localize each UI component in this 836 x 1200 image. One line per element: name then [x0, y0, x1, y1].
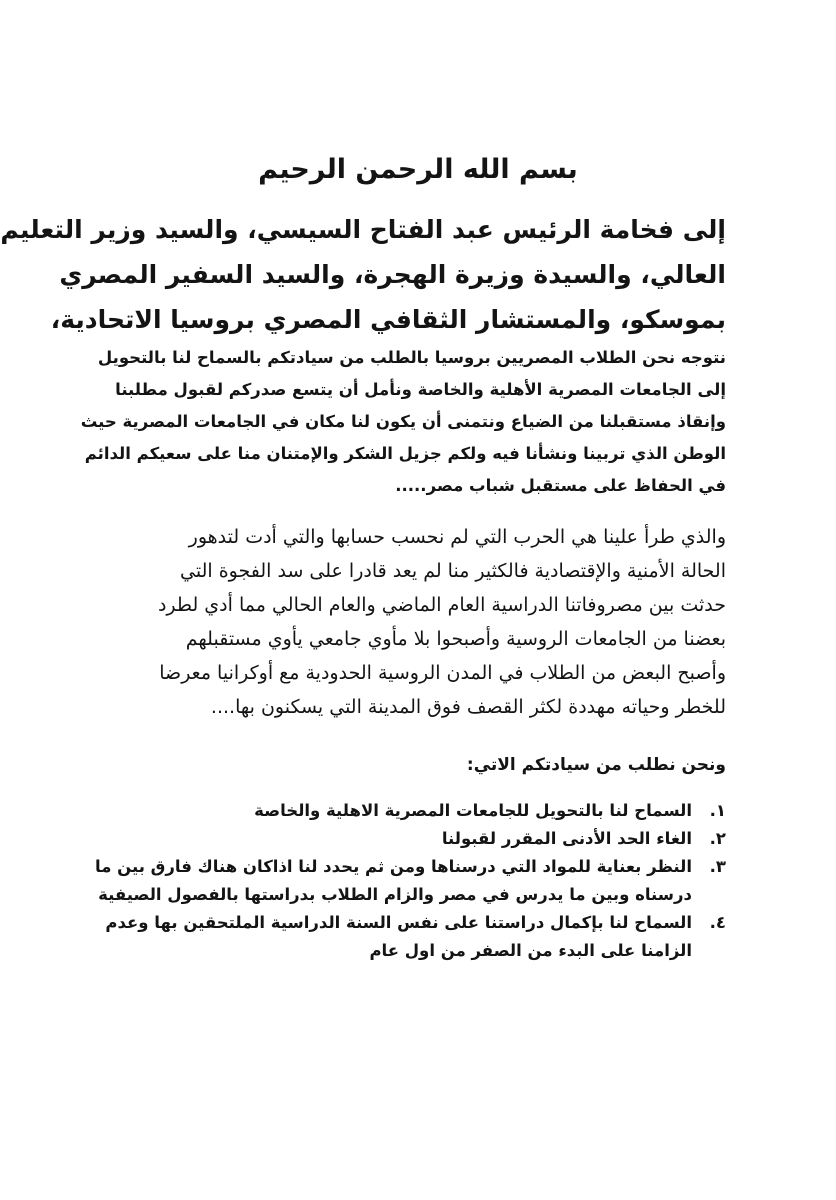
war-line: الحالة الأمنية والإقتصادية فالكثير منا لم يعد قادرا على سد الفجوة التي	[180, 560, 726, 582]
address-line: بموسكو، والمستشار الثقافي المصري بروسيا الاتحادية،	[50, 305, 726, 334]
request-number: ٢.	[709, 829, 726, 848]
requests-list	[86, 797, 726, 965]
request-text: السماح لنا بإكمال دراستنا على نفس السنة الدراسية الملتحقين بها وعدم	[105, 913, 692, 932]
request-item	[86, 797, 726, 825]
basmala-heading: بسم الله الرحمن الرحيم	[258, 154, 578, 185]
intro-paragraph	[80, 342, 726, 502]
request-text: الغاء الحد الأدنى المقرر لقبولنا	[441, 829, 692, 848]
war-line: حدثت بين مصروفاتنا الدراسية العام الماضي والعام الحالي مما أدي لطرد	[157, 594, 726, 616]
war-paragraph	[86, 520, 726, 724]
request-number: ٤.	[709, 913, 726, 932]
address-heading	[0, 207, 726, 342]
war-line: وأصبح البعض من الطلاب في المدن الروسية الحدودية مع أوكرانيا معرضا	[159, 662, 726, 684]
war-line: والذي طرأ علينا هي الحرب التي لم نحسب حسابها والتي أدت لتدهور	[188, 526, 726, 548]
request-text: درسناه وبين ما يدرس في مصر والزام الطلاب بدراستها بالفصول الصيفية	[98, 885, 692, 904]
war-line: للخطر وحياته مهددة لكثر القصف فوق المدينة التي يسكنون بها....	[210, 696, 726, 718]
request-text: الزامنا على البدء من الصفر من اول عام	[369, 941, 692, 960]
intro-line: إلى الجامعات المصرية الأهلية والخاصة ونأمل أن يتسع صدركم لقبول مطلبنا	[115, 380, 726, 399]
request-text: السماح لنا بالتحويل للجامعات المصرية الاهلية والخاصة	[254, 801, 692, 820]
address-line: إلى فخامة الرئيس عبد الفتاح السيسي، والسيد وزير التعليم	[0, 215, 726, 244]
intro-line: وإنقاذ مستقبلنا من الضياع ونتمنى أن يكون لنا مكان في الجامعات المصرية حيث	[80, 412, 726, 431]
intro-line: نتوجه نحن الطلاب المصريين بروسيا بالطلب من سيادتكم بالسماح لنا بالتحويل	[97, 348, 726, 367]
request-item	[86, 825, 726, 853]
request-intro: ونحن نطلب من سيادتكم الاتي:	[466, 755, 726, 775]
request-number: ٣.	[709, 857, 726, 876]
intro-line: الوطن الذي تربينا ونشأنا فيه ولكم جزيل الشكر والإمتنان منا على سعيكم الدائم	[84, 444, 726, 463]
request-item	[86, 909, 726, 965]
request-text: النظر بعناية للمواد التي درسناها ومن ثم يحدد لنا اذاكان هناك فارق بين ما	[95, 857, 692, 876]
request-number: ١.	[709, 801, 726, 820]
request-item	[86, 853, 726, 909]
address-line: العالي، والسيدة وزيرة الهجرة، والسيد السفير المصري	[59, 260, 726, 289]
intro-line: في الحفاظ على مستقبل شباب مصر.....	[395, 476, 726, 495]
war-line: بعضنا من الجامعات الروسية وأصبحوا بلا مأوي جامعي يأوي مستقبلهم	[185, 628, 726, 650]
